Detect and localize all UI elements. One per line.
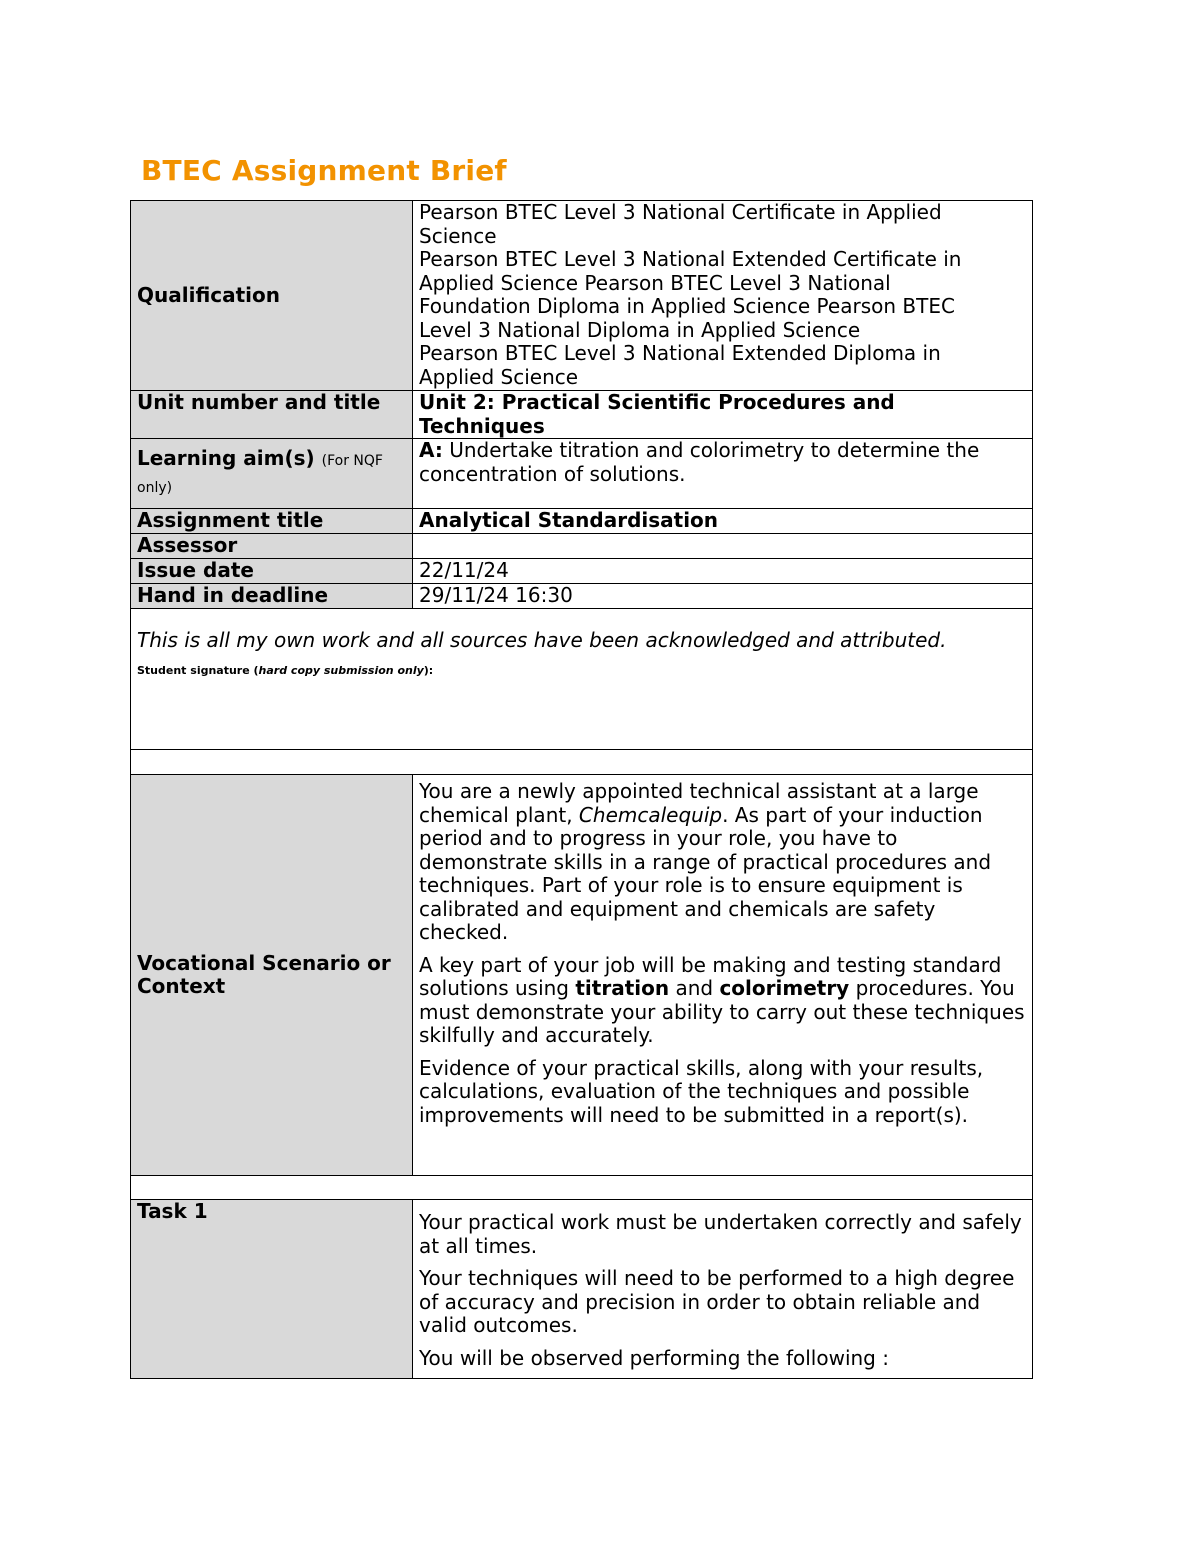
scenario-row: [131, 775, 1033, 1176]
titration-term: titration: [575, 976, 670, 1000]
learning-aim-label-text: Learning aim(s): [137, 446, 315, 470]
signature-label: Student signature (: [137, 663, 259, 677]
qualification-line: Level 3 National Diploma in Applied Science: [419, 317, 861, 342]
assessor-label: Assessor: [131, 534, 413, 559]
assignment-brief-table: [130, 200, 1033, 1379]
task1-paragraph: Your techniques will need to be performed to a high degree of accuracy and precision in order to obtain reliable and valid outcomes.: [419, 1266, 1015, 1337]
company-name: Chemcalequip: [578, 802, 723, 827]
assignment-title-label: Assignment title: [131, 509, 413, 534]
spacer-row: [131, 750, 1033, 775]
qualification-line: Pearson BTEC Level 3 National Extended Certificate in: [419, 247, 962, 271]
qualification-label: Qualification: [131, 201, 413, 391]
task1-label: Task 1: [131, 1200, 413, 1379]
qualification-row: [131, 201, 1033, 391]
signature-field: [137, 659, 1026, 683]
learning-aim-prefix: A:: [419, 438, 443, 462]
scenario-paragraph: Evidence of your practical skills, along with your results, calculations, evaluation of the techniques and possible improvements will need to be submitted in a report(s).: [419, 1055, 984, 1127]
task1-row: [131, 1200, 1033, 1379]
issue-date-label: Issue date: [131, 559, 413, 584]
unit-label: Unit number and title: [131, 391, 413, 439]
page-title: BTEC Assignment Brief: [141, 154, 507, 187]
assignment-title-row: [131, 509, 1033, 534]
learning-aim-row: [131, 439, 1033, 509]
qualification-line: Applied Science Pearson BTEC Level 3 National: [419, 270, 891, 295]
qualification-line: Pearson BTEC Level 3 National Certificate in Applied: [419, 200, 942, 224]
qualification-line: Applied Science: [419, 364, 579, 389]
signature-label-end: ):: [423, 663, 434, 677]
assessor-value: [413, 534, 1033, 559]
learning-aim-label: [131, 439, 413, 509]
qualification-line: Science: [419, 223, 497, 248]
declaration-cell: [131, 609, 1033, 750]
colorimetry-term: colorimetry: [719, 976, 850, 1000]
unit-value: Unit 2: Practical Scientific Procedures and Techniques: [413, 391, 1033, 439]
qualification-value: [413, 201, 1033, 391]
scenario-paragraph: You are a newly appointed technical assistant at a large chemical plant, Chemcalequip. As part of your induction period and to progress in your role, you have to demonstrate skills in a range of practical procedures and techniques. Part of your role is to ensure equipment is calibrated and equipment and chemicals are safety checked.: [419, 779, 992, 944]
issue-date-row: [131, 559, 1033, 584]
unit-row: [131, 391, 1033, 439]
task1-paragraph: You will be observed performing the following :: [419, 1345, 889, 1370]
declaration-statement: This is all my own work and all sources have been acknowledged and attributed.: [137, 628, 947, 652]
task1-paragraph: Your practical work must be undertaken correctly and safely at all times.: [419, 1210, 1022, 1258]
learning-aim-value: [413, 439, 1033, 509]
spacer-cell: [131, 750, 1033, 775]
deadline-value: 29/11/24 16:30: [413, 584, 1033, 609]
scenario-label: Vocational Scenario or Context: [131, 775, 413, 1176]
signature-note: hard copy submission only: [258, 663, 424, 677]
spacer-row: [131, 1176, 1033, 1200]
learning-aim-note: (For NQF only): [137, 453, 383, 496]
spacer-cell: [131, 1176, 1033, 1200]
qualification-line: Pearson BTEC Level 3 National Extended Diploma in: [419, 341, 941, 365]
scenario-paragraph: A key part of your job will be making and testing standard solutions using titration and colorimetry procedures. You must demonstrate your ability to carry out these techniques skilfully and accurately.: [419, 952, 1025, 1047]
declaration-row: [131, 609, 1033, 750]
scenario-value: [413, 775, 1033, 1176]
issue-date-value: 22/11/24: [413, 559, 1033, 584]
deadline-label: Hand in deadline: [131, 584, 413, 609]
assignment-title-value: Analytical Standardisation: [413, 509, 1033, 534]
assessor-row: [131, 534, 1033, 559]
task1-value: [413, 1200, 1033, 1379]
deadline-row: [131, 584, 1033, 609]
qualification-line: Foundation Diploma in Applied Science Pearson BTEC: [419, 294, 955, 318]
learning-aim-text: Undertake titration and colorimetry to determine the concentration of solutions.: [419, 438, 980, 486]
